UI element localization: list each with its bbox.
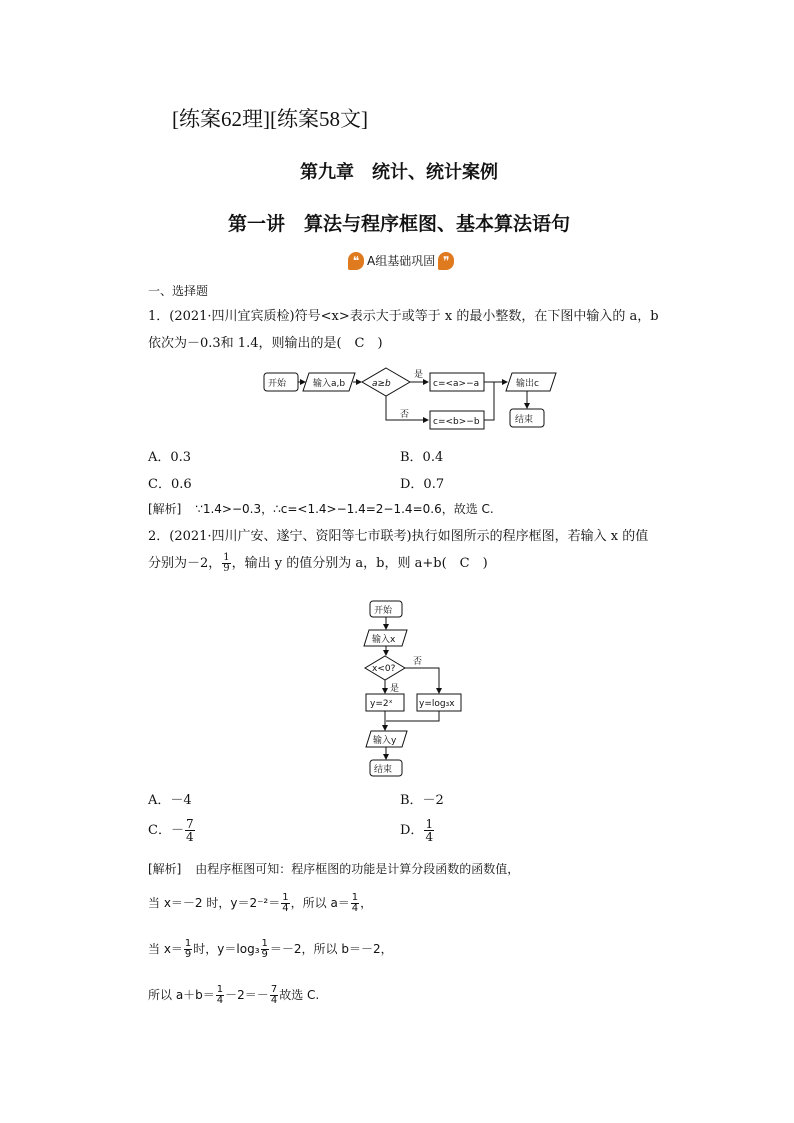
q2-flowchart — [355, 598, 465, 780]
q2-a3-mid: 时，y＝log₃ — [193, 942, 260, 956]
q2-stem-fraction — [222, 553, 230, 574]
q2-analysis-line3 — [148, 939, 393, 960]
q2-frac-num: 1 — [223, 552, 230, 563]
q2-flow-end: 结束 — [374, 765, 393, 775]
q2-a2-mid: ，所以 a＝ — [290, 896, 350, 910]
q2-optc-num: 7 — [185, 817, 194, 831]
frac-num: 7 — [270, 984, 278, 995]
q1-option-a: A．0.3 — [148, 450, 192, 465]
q2-option-c — [148, 818, 196, 843]
q2-flow-input: 输入x — [372, 635, 396, 645]
q1-option-d: D．0.7 — [400, 477, 445, 492]
q2-stem-post: ，输出 y 的值分别为 a，b，则 a+b( C ) — [231, 556, 488, 571]
q2-flow-yes: 是 — [390, 684, 400, 694]
q1-flow-output: 输出c — [516, 379, 539, 389]
q2-analysis-line4 — [148, 985, 319, 1006]
q1-analysis-tag: [解析] — [148, 502, 182, 516]
q2-analysis-line2 — [148, 893, 372, 914]
q2-flow-box-right: y=log₃x — [419, 699, 455, 709]
q2-optd-fraction — [424, 818, 434, 843]
lecture-title: 第一讲 算法与程序框图、基本算法语句 — [228, 213, 571, 235]
q2-frac-den: 9 — [223, 563, 230, 574]
q2-optd-den: 4 — [425, 830, 434, 844]
frac-den: 4 — [270, 995, 278, 1006]
frac-num: 1 — [282, 892, 289, 903]
close-quote-icon: ❞ — [438, 252, 454, 270]
q2-a2-end: ， — [360, 896, 373, 910]
q2-stem-pre: 分别为－2， — [148, 556, 222, 571]
q2-flow-cond: x<0? — [372, 664, 396, 674]
frac-den: 9 — [261, 949, 268, 960]
q2-analysis-tag: [解析] — [148, 862, 182, 876]
frac-den: 9 — [184, 949, 192, 960]
q1-stem-line2: 依次为－0.3和 1.4，则输出的是( C ) — [148, 336, 383, 351]
q2-optc-den: 4 — [185, 830, 194, 844]
q2-flow-start: 开始 — [374, 606, 393, 616]
q1-option-b: B．0.4 — [400, 450, 444, 465]
q1-flow-yes: 是 — [414, 370, 424, 380]
q1-option-c: C．0.6 — [148, 477, 192, 492]
frac-den: 4 — [282, 903, 289, 914]
q2-a3-pre: 当 x＝ — [148, 942, 183, 956]
frac-num: 1 — [351, 892, 359, 903]
q1-analysis — [148, 500, 494, 517]
q2-a4-pre: 所以 a＋b＝ — [148, 988, 215, 1002]
q1-flow-box-yes: c=<a>−a — [433, 379, 480, 389]
q2-analysis-l1: 由程序框图可知：程序框图的功能是计算分段函数的函数值， — [195, 862, 520, 876]
exercise-header: [练案62理][练案58文] — [172, 107, 368, 131]
q1-flow-start: 开始 — [268, 379, 287, 389]
section-label: 一、选择题 — [148, 284, 209, 298]
q2-a2-frac1 — [281, 893, 289, 914]
q2-optc-pre: C．－ — [148, 823, 184, 838]
q2-option-b: B．－2 — [400, 793, 444, 808]
frac-den: 4 — [351, 903, 359, 914]
q2-a2-frac2 — [351, 893, 359, 914]
q2-a2-pre: 当 x＝－2 时，y＝2⁻²＝ — [148, 896, 281, 910]
q2-stem-line1: 2．(2021·四川广安、遂宁、资阳等七市联考)执行如图所示的程序框图，若输入 x 的值 — [148, 529, 649, 544]
q2-analysis-line1 — [148, 860, 519, 877]
q1-flow-input: 输入a,b — [313, 379, 346, 389]
badge-label: A组基础巩固 — [367, 254, 436, 268]
q1-flow-box-no: c=<b>−b — [433, 417, 480, 427]
frac-den: 4 — [216, 995, 224, 1006]
q1-flow-cond: a≥b — [372, 379, 391, 389]
group-badge — [348, 250, 454, 270]
q2-a3-frac1 — [184, 939, 192, 960]
frac-num: 1 — [184, 938, 192, 949]
q2-a3-frac2 — [261, 939, 269, 960]
q2-a4-frac1 — [216, 985, 224, 1006]
q1-flowchart — [262, 364, 562, 434]
q2-flow-box-left: y=2ˣ — [370, 699, 393, 709]
q2-a3-end: ＝－2，所以 b＝－2， — [269, 942, 393, 956]
q2-flow-no: 否 — [413, 657, 423, 667]
q2-stem-line2 — [148, 553, 488, 574]
q1-flow-end: 结束 — [515, 415, 534, 425]
frac-num: 1 — [261, 938, 268, 949]
chapter-title: 第九章 统计、统计案例 — [300, 162, 498, 183]
q2-option-a: A．－4 — [148, 793, 192, 808]
q2-a4-mid: －2＝－ — [225, 988, 269, 1002]
q1-flow-no: 否 — [400, 410, 410, 420]
q2-a4-frac2 — [270, 985, 278, 1006]
q1-analysis-text: ∵1.4>−0.3，∴c=<1.4>−1.4=2−1.4=0.6，故选 C. — [195, 502, 494, 516]
q2-option-d — [400, 818, 435, 843]
q2-a4-end: 故选 C. — [279, 988, 320, 1002]
q2-optd-num: 1 — [425, 817, 434, 831]
open-quote-icon: ❝ — [348, 252, 364, 270]
q2-optc-fraction — [185, 818, 195, 843]
q1-stem-line1: 1．(2021·四川宜宾质检)符号<x>表示大于或等于 x 的最小整数，在下图中输入的 a，b — [148, 309, 659, 324]
q2-optd-pre: D． — [400, 823, 424, 838]
q2-flow-output: 输入y — [373, 736, 397, 746]
frac-num: 1 — [216, 984, 224, 995]
